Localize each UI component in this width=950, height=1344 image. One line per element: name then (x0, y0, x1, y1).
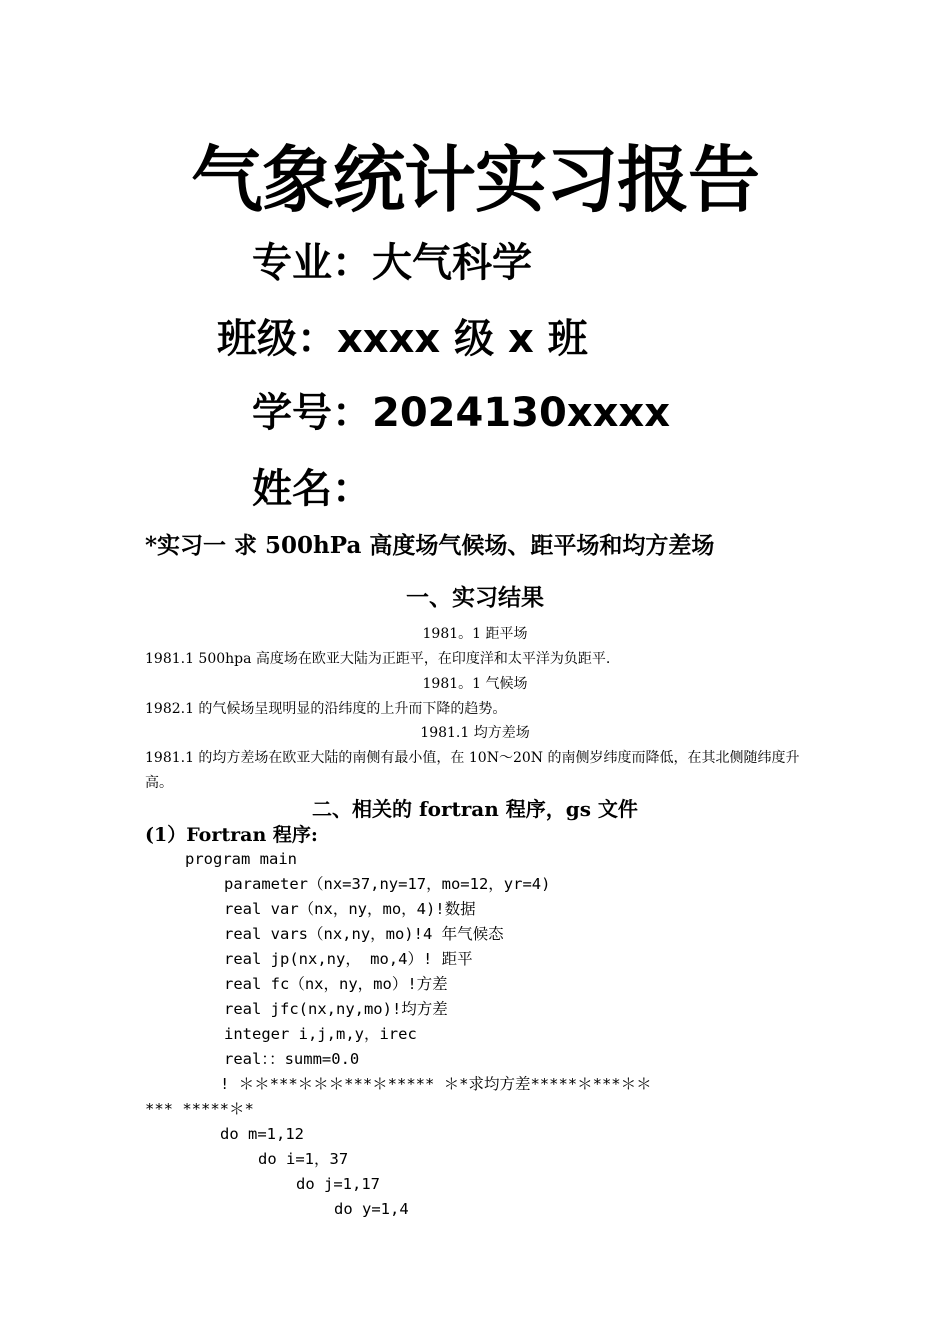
code-comment-line: *** *****＊* (145, 1100, 254, 1118)
figure-caption-anomaly: 1981。1 距平场 (422, 626, 528, 642)
code-line: real：：summ=0.0 (224, 1050, 360, 1068)
student-id-line: 学号：2024130xxxx (252, 390, 671, 436)
code-line: integer i,j,m,y，irec (224, 1025, 417, 1043)
code-line: do j=1,17 (296, 1175, 380, 1193)
practice-heading: *实习一 求 500hPa 高度场气候场、距平场和均方差场 (145, 532, 715, 559)
anomaly-description: 1981.1 500hpa 高度场在欧亚大陆为正距平，在印度洋和太平洋为负距平. (145, 651, 611, 667)
code-line: program main (185, 850, 297, 868)
figure-caption-std: 1981.1 均方差场 (420, 725, 530, 741)
code-line: real var（nx，ny，mo，4)!数据 (224, 900, 476, 918)
figure-caption-climate: 1981。1 气候场 (422, 676, 528, 692)
report-title: 气象统计实习报告 (190, 138, 759, 222)
code-line: do y=1,4 (334, 1200, 409, 1218)
code-line: real vars（nx,ny，mo)!4 年气候态 (224, 925, 504, 943)
std-description: 1981.1 的均方差场在欧亚大陆的南侧有最小值，在 10N～20N 的南侧岁纬度而降低，在其北侧随纬度升高。 (145, 750, 800, 791)
section-code-title: 二、相关的 fortran 程序，gs 文件 (312, 797, 638, 821)
code-line: real fc（nx，ny，mo）!方差 (224, 975, 448, 993)
code-line: do i=1，37 (258, 1150, 349, 1168)
section-results-title: 一、实习结果 (406, 584, 544, 611)
major-line: 专业：大气科学 (252, 240, 532, 286)
name-line: 姓名： (252, 466, 372, 512)
code-comment-line: ! ＊＊***＊＊＊***＊***** ＊*求均方差*****＊***＊＊ (220, 1075, 652, 1093)
class-line: 班级：xxxx 级 x 班 (217, 316, 588, 362)
fortran-subheading: (1）Fortran 程序: (145, 824, 318, 846)
code-line: real jfc(nx,ny,mo)!均方差 (224, 1000, 448, 1018)
code-line: real jp(nx,ny， mo,4）! 距平 (224, 950, 473, 968)
code-line: parameter（nx=37,ny=17，mo=12，yr=4) (224, 875, 551, 893)
climate-description: 1982.1 的气候场呈现明显的沿纬度的上升而下降的趋势。 (145, 701, 507, 717)
code-line: do m=1,12 (220, 1125, 304, 1143)
